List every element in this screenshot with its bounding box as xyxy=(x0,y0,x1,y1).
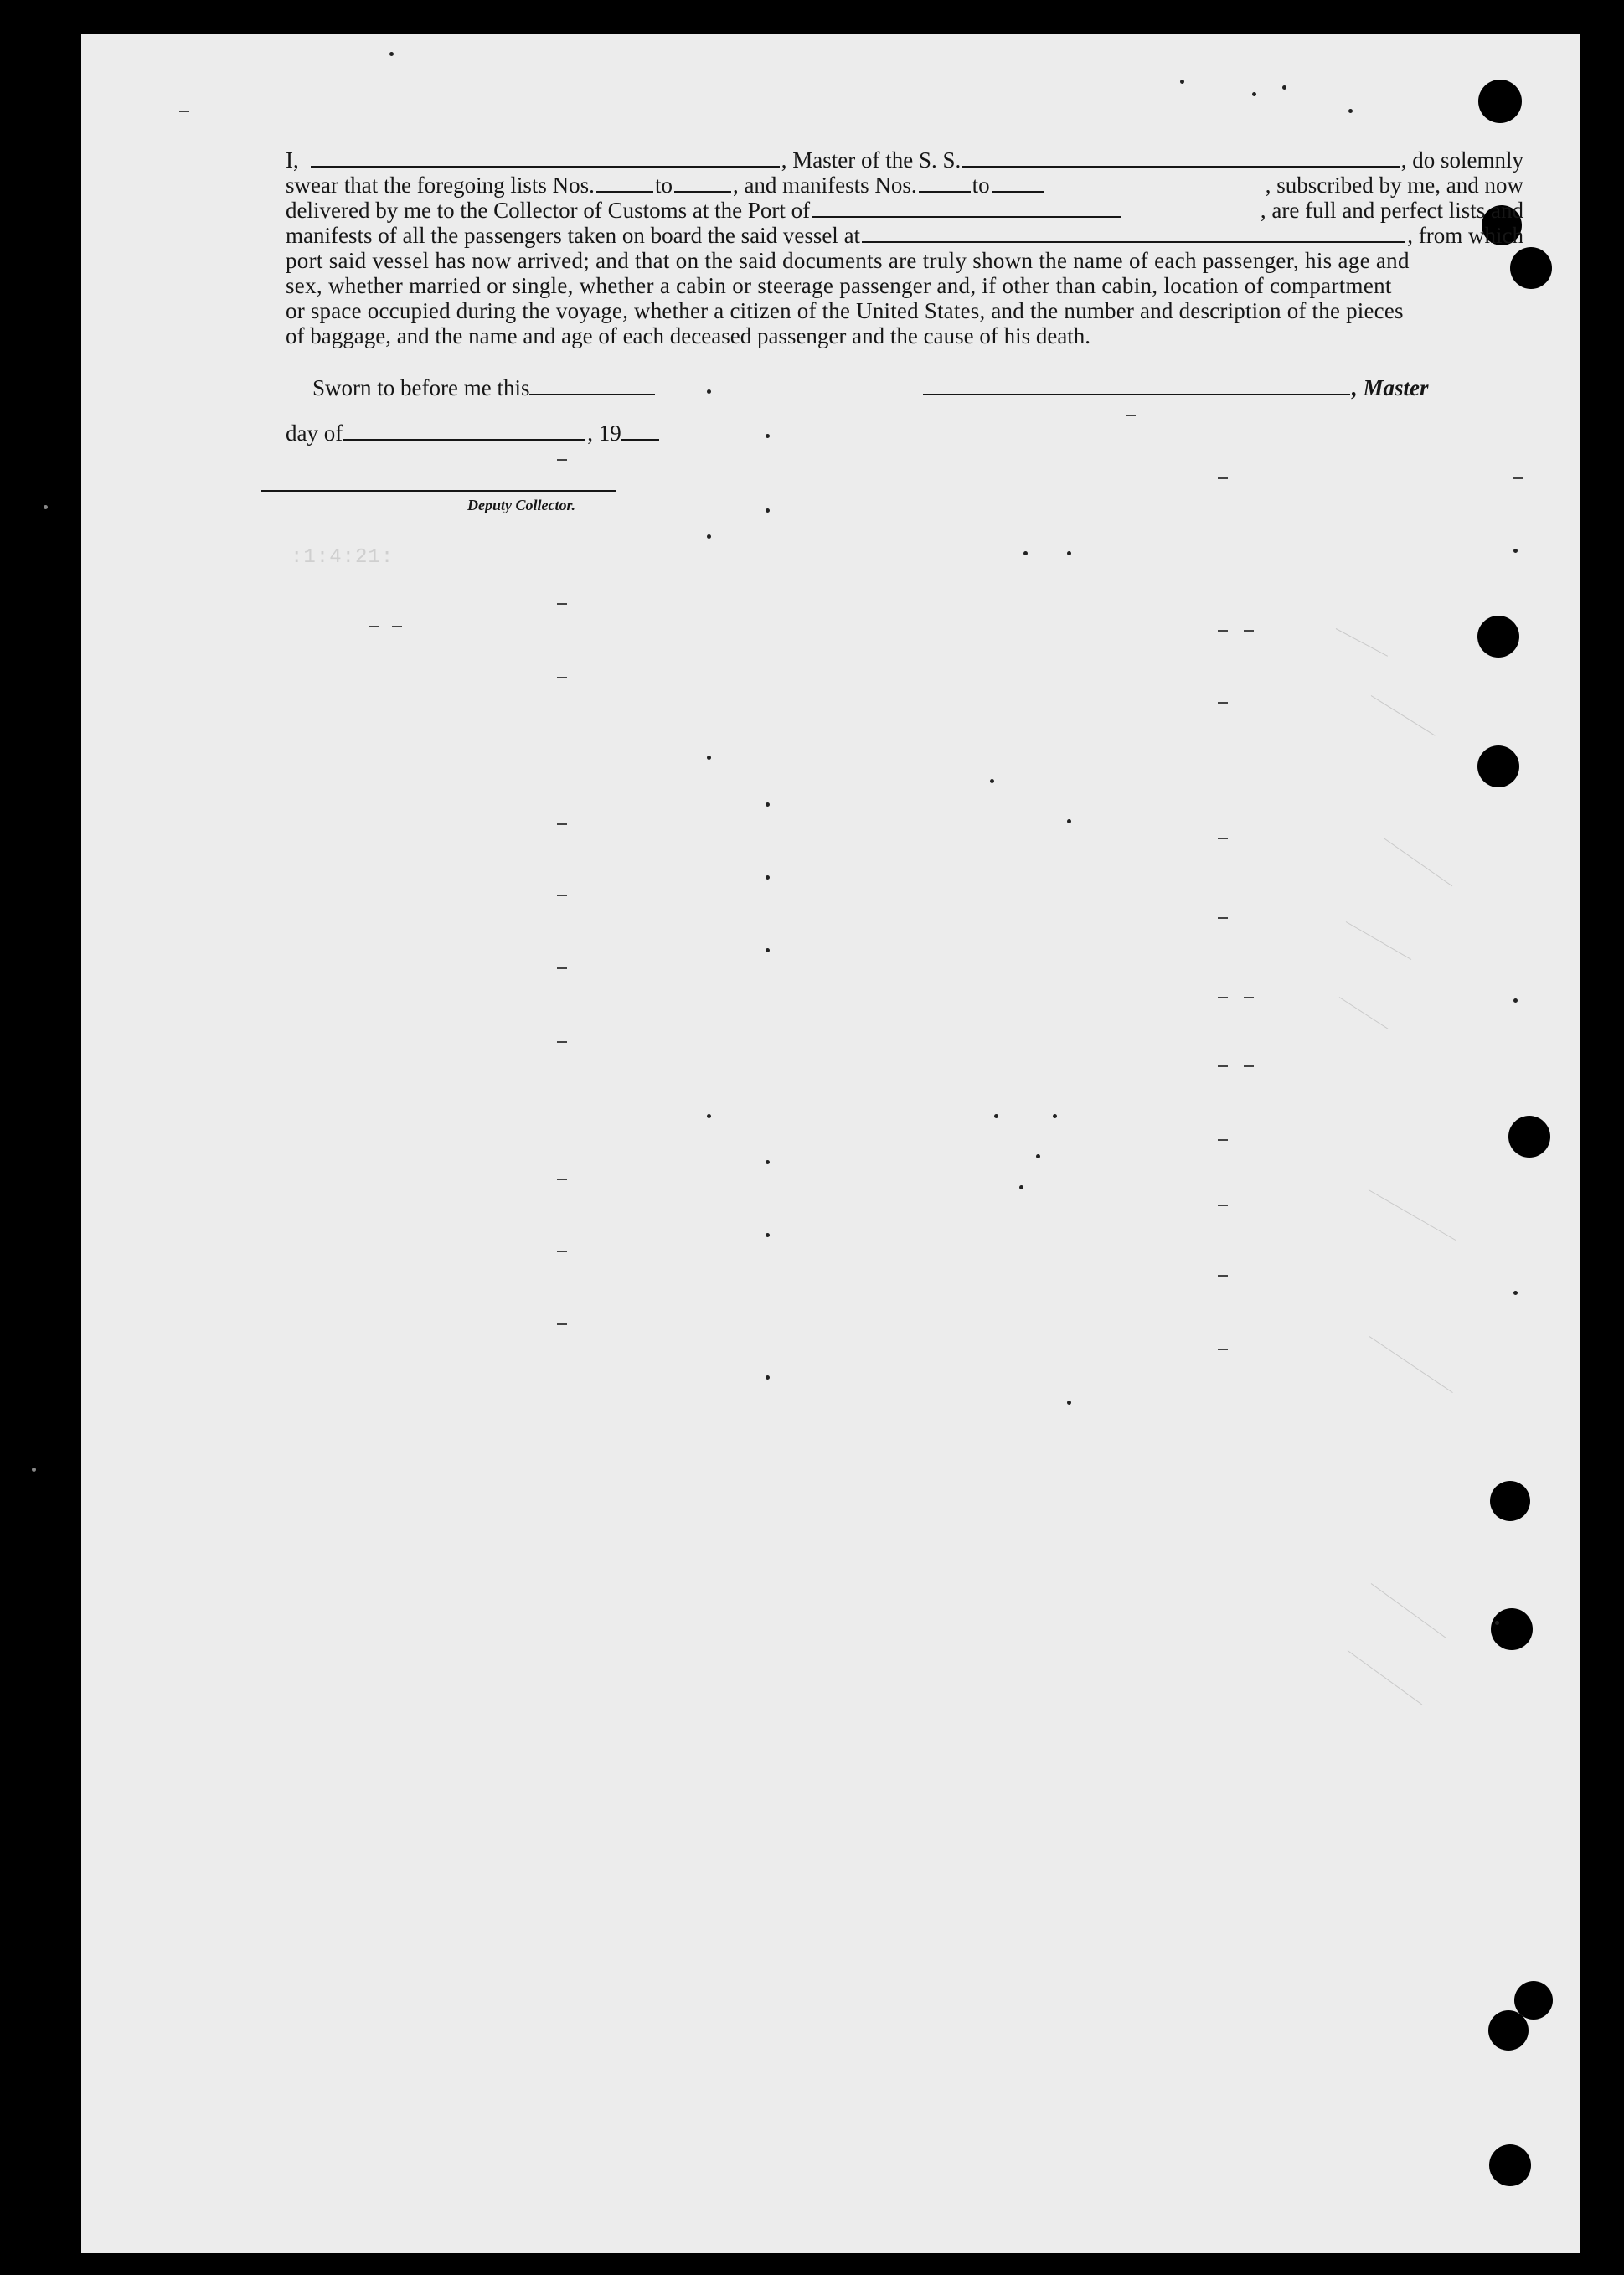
speck xyxy=(389,52,394,56)
oath-manifests-of: manifests of all the passengers taken on board the said vessel at xyxy=(286,223,861,248)
speck xyxy=(1282,85,1286,90)
speck xyxy=(766,875,770,880)
day-of-label: day of xyxy=(286,420,343,446)
stray-mark xyxy=(557,823,567,825)
punch-hole xyxy=(1490,1481,1530,1521)
oath-swear-lists: swear that the foregoing lists Nos. xyxy=(286,173,595,198)
punch-hole xyxy=(1477,616,1519,658)
speck xyxy=(766,1160,770,1164)
oath-master-of-ss: , Master of the S. S. xyxy=(781,147,962,173)
bleed-mark xyxy=(1348,1650,1423,1705)
speck xyxy=(766,948,770,952)
master-signature-field[interactable] xyxy=(923,377,1350,395)
master-label: , Master xyxy=(1352,375,1429,400)
stray-mark xyxy=(1218,1139,1228,1141)
stray-mark xyxy=(1218,1349,1228,1350)
speck xyxy=(1252,92,1256,96)
speck xyxy=(766,434,770,438)
master-signature-line xyxy=(921,375,1429,401)
speck xyxy=(707,1114,711,1118)
deputy-collector-label: Deputy Collector. xyxy=(467,497,575,513)
speck xyxy=(1053,1114,1057,1118)
speck xyxy=(1180,80,1184,84)
bleed-mark xyxy=(1371,1583,1446,1638)
speck xyxy=(707,756,711,760)
bleed-mark xyxy=(1336,628,1388,657)
punch-hole xyxy=(1478,80,1522,123)
stray-mark xyxy=(1244,630,1254,632)
stray-mark xyxy=(557,1251,567,1252)
oath-delivered: delivered by me to the Collector of Customs at the Port of xyxy=(286,198,811,223)
oath-to-2: to xyxy=(972,173,990,198)
punch-hole xyxy=(1508,1116,1550,1158)
oath-line-6 xyxy=(286,273,1523,298)
speck xyxy=(32,1468,36,1472)
year-prefix: , 19 xyxy=(587,420,621,446)
oath-line-8 xyxy=(286,323,1523,348)
stray-mark xyxy=(1218,917,1228,919)
speck xyxy=(1036,1154,1040,1158)
oath-line-3 xyxy=(286,198,1523,223)
stray-mark xyxy=(1126,415,1136,416)
speck xyxy=(1067,551,1071,555)
stray-mark xyxy=(369,626,379,627)
lists-to-field[interactable] xyxy=(674,174,731,193)
stray-mark xyxy=(1218,1065,1228,1067)
oath-line-2 xyxy=(286,173,1523,198)
oath-line-1 xyxy=(286,147,1523,173)
ship-name-field[interactable] xyxy=(962,149,1400,168)
lists-from-field[interactable] xyxy=(596,174,653,193)
punch-hole xyxy=(1491,1608,1533,1650)
manifests-from-field[interactable] xyxy=(919,174,971,193)
speck xyxy=(1513,1291,1518,1295)
stray-mark xyxy=(1513,477,1523,479)
embarkation-port-field[interactable] xyxy=(862,224,1405,243)
year-field[interactable] xyxy=(621,422,659,441)
sworn-line xyxy=(312,375,657,401)
stray-mark xyxy=(557,677,567,678)
speck xyxy=(766,1375,770,1380)
speck xyxy=(1067,819,1071,823)
speck xyxy=(1067,1401,1071,1405)
speck xyxy=(707,534,711,539)
speck xyxy=(766,802,770,807)
stray-mark xyxy=(557,1179,567,1180)
port-of-field[interactable] xyxy=(812,199,1121,218)
oath-from-which: , from which xyxy=(1407,223,1523,248)
speck xyxy=(1513,998,1518,1003)
oath-line-5 xyxy=(286,248,1523,273)
stray-mark xyxy=(1218,1275,1228,1277)
bleed-mark xyxy=(1369,1189,1456,1241)
bleed-mark xyxy=(1339,997,1389,1029)
speck xyxy=(1023,551,1028,555)
speck xyxy=(707,389,711,394)
oath-subscribed: , subscribed by me, and now xyxy=(1265,173,1523,198)
speck xyxy=(994,1114,998,1118)
punch-hole xyxy=(1477,745,1519,787)
deputy-signature-line[interactable] xyxy=(261,490,616,492)
oath-line-7 xyxy=(286,298,1523,323)
stray-mark xyxy=(1218,702,1228,704)
oath-text-7: or space occupied during the voyage, whether a citizen of the United States, and the number and description of the pieces xyxy=(286,298,1404,323)
stray-mark xyxy=(1218,1205,1228,1206)
stray-mark xyxy=(1244,997,1254,998)
day-of-line xyxy=(286,420,661,446)
stray-mark xyxy=(557,1323,567,1325)
oath-text-5: port said vessel has now arrived; and that on the said documents are truly shown the name of each passenger, his age and xyxy=(286,248,1410,273)
stray-mark xyxy=(1218,477,1228,479)
oath-i: I, xyxy=(286,147,299,173)
bleed-mark xyxy=(1384,838,1452,886)
speck xyxy=(990,779,994,783)
stray-mark xyxy=(557,1041,567,1043)
stray-mark xyxy=(392,626,402,627)
bleed-through-text: :1:4:21: xyxy=(291,546,394,569)
stray-mark xyxy=(1218,630,1228,632)
stray-mark xyxy=(179,111,189,112)
manifests-to-field[interactable] xyxy=(992,174,1044,193)
stray-mark xyxy=(557,895,567,896)
punch-hole xyxy=(1488,2010,1529,2051)
oath-text-8: of baggage, and the name and age of each deceased passenger and the cause of his death. xyxy=(286,323,1091,348)
speck xyxy=(1495,1621,1499,1625)
oath-do-solemnly: , do solemnly xyxy=(1400,147,1523,173)
speck xyxy=(1513,549,1518,553)
oath-to-1: to xyxy=(654,173,673,198)
day-of-field[interactable] xyxy=(343,422,585,441)
master-name-field[interactable] xyxy=(311,149,780,168)
bleed-mark xyxy=(1371,695,1436,736)
oath-and-manifests: , and manifests Nos. xyxy=(732,173,917,198)
stray-mark xyxy=(1218,997,1228,998)
speck xyxy=(766,508,770,513)
speck xyxy=(44,505,48,509)
punch-hole xyxy=(1489,2144,1531,2186)
stray-mark xyxy=(557,967,567,969)
oath-line-4 xyxy=(286,223,1523,248)
speck xyxy=(766,1233,770,1237)
sworn-label: Sworn to before me this xyxy=(312,375,530,400)
oath-paragraph xyxy=(286,147,1523,348)
oath-full-perfect: , are full and perfect lists and xyxy=(1260,198,1523,223)
stray-mark xyxy=(1244,1065,1254,1067)
stray-mark xyxy=(1218,838,1228,839)
bleed-mark xyxy=(1369,1336,1453,1393)
sworn-date-field[interactable] xyxy=(529,377,655,395)
oath-text-6: sex, whether married or single, whether a cabin or steerage passenger and, if other than cabin, location of compartment xyxy=(286,273,1392,298)
speck xyxy=(1348,109,1353,113)
stray-mark xyxy=(557,603,567,605)
stray-mark xyxy=(557,459,567,461)
document-page xyxy=(81,34,1580,2253)
speck xyxy=(1019,1185,1023,1189)
bleed-mark xyxy=(1346,921,1411,960)
